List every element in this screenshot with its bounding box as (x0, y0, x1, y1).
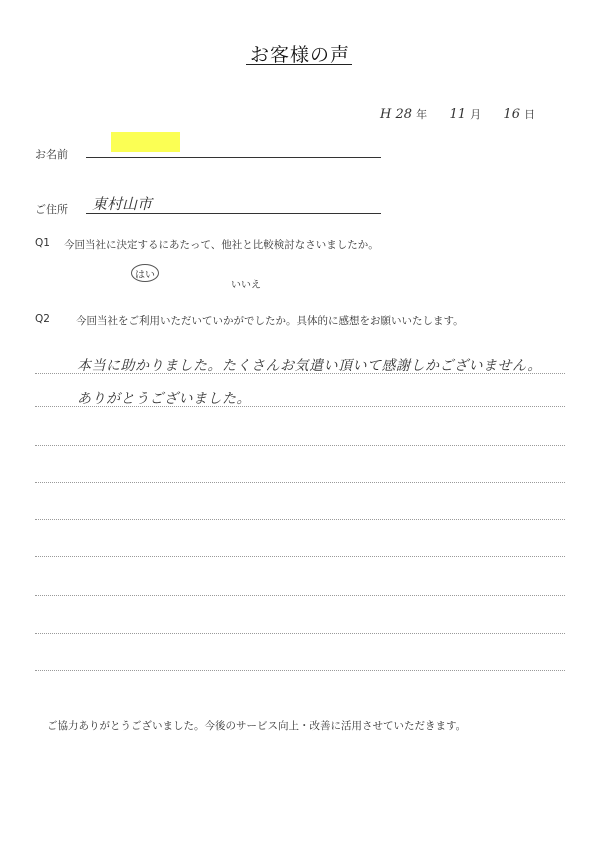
answer-line (35, 670, 565, 671)
date-month: 11 (449, 107, 466, 122)
answer-line (35, 482, 565, 483)
name-label: お名前 (35, 148, 68, 161)
answer-line (35, 633, 565, 634)
name-underline (86, 157, 381, 158)
date-year: 28 (395, 107, 413, 122)
q2-number: Q2 (35, 313, 50, 325)
q1-option-yes: はい (135, 270, 155, 281)
q2-answer-line-2: ありがとうございました。 (77, 391, 251, 407)
date-month-unit: 月 (470, 108, 482, 121)
date-day: 16 (503, 107, 520, 122)
page-title: お客様の声 (249, 44, 350, 66)
address-label: ご住所 (35, 203, 68, 216)
q1-number: Q1 (35, 237, 50, 249)
title-underline (246, 64, 352, 65)
address-underline (86, 213, 381, 214)
answer-line (35, 445, 565, 446)
q2-answer-line-1: 本当に助かりました。たくさんお気遣い頂いて感謝しかございません。 (77, 358, 542, 374)
date-year-unit: 年 (416, 108, 428, 121)
answer-line (35, 556, 565, 557)
date-day-unit: 日 (524, 108, 536, 121)
footer-note: ご協力ありがとうございました。今後のサービス向上・改善に活用させていただきます。 (47, 720, 467, 732)
answer-line (35, 595, 565, 596)
q1-option-no: いいえ (231, 280, 261, 291)
name-redaction (111, 132, 180, 152)
q1-text: 今回当社に決定するにあたって、他社と比較検討なさいましたか。 (64, 239, 379, 251)
answer-line (35, 406, 565, 407)
q2-text: 今回当社をご利用いただいていかがでしたか。具体的に感想をお願いいたします。 (76, 315, 464, 327)
date-era: H (380, 107, 392, 122)
answer-line (35, 373, 565, 374)
address-value: 東村山市 (92, 195, 153, 213)
answer-line (35, 519, 565, 520)
date (380, 106, 535, 122)
